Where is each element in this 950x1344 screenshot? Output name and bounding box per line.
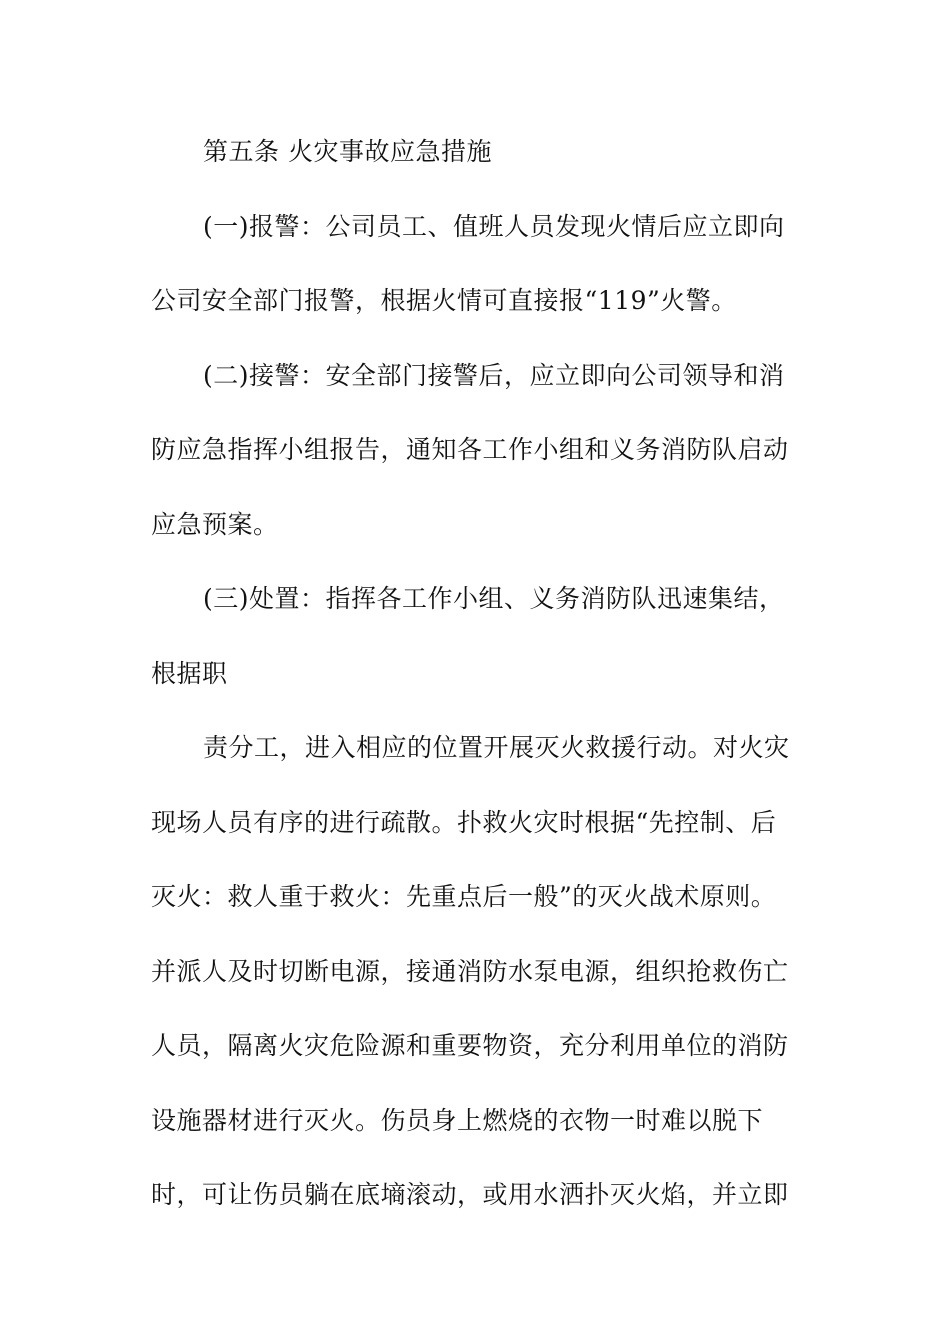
paragraph-line: 防应急指挥小组报告，通知各工作小组和义务消防队启动: [151, 435, 789, 464]
paragraph-line: 并派人及时切断电源，接通消防水泵电源，组织抢救伤亡: [151, 956, 789, 986]
paragraph-line: (二)接警：安全部门接警后，应立即向公司领导和消: [203, 360, 785, 390]
paragraph-line: 应急预案。: [151, 509, 279, 539]
body-text: [151, 130, 801, 1248]
paragraph-line: 责分工，进入相应的位置开展灭火救援行动。对火灾: [203, 733, 790, 762]
paragraph-line: 人员，隔离火灾危险源和重要物资，充分利用单位的消防: [151, 1031, 789, 1060]
paragraph-line: 现场人员有序的进行疏散。扑救火灾时根据“先控制、后: [151, 807, 777, 837]
paragraph-line: (三)处置：指挥各工作小组、义务消防队迅速集结，: [203, 584, 785, 613]
paragraph-line: (一)报警：公司员工、值班人员发现火情后应立即向: [203, 211, 785, 241]
paragraph-line: 设施器材进行灭火。伤员身上燃烧的衣物一时难以脱下: [151, 1105, 764, 1135]
paragraph-line: 灭火：救人重于救火：先重点后一般”的灭火战术原则。: [151, 882, 777, 911]
paragraph-line: 公司安全部门报警，根据火情可直接报“119”火警。: [151, 286, 737, 315]
section-heading: 第五条 火灾事故应急措施: [203, 137, 492, 166]
paragraph-line: 时，可让伤员躺在底墒滚动，或用水洒扑灭火焰，并立即: [151, 1180, 789, 1209]
paragraph-line: 根据职: [151, 658, 228, 688]
